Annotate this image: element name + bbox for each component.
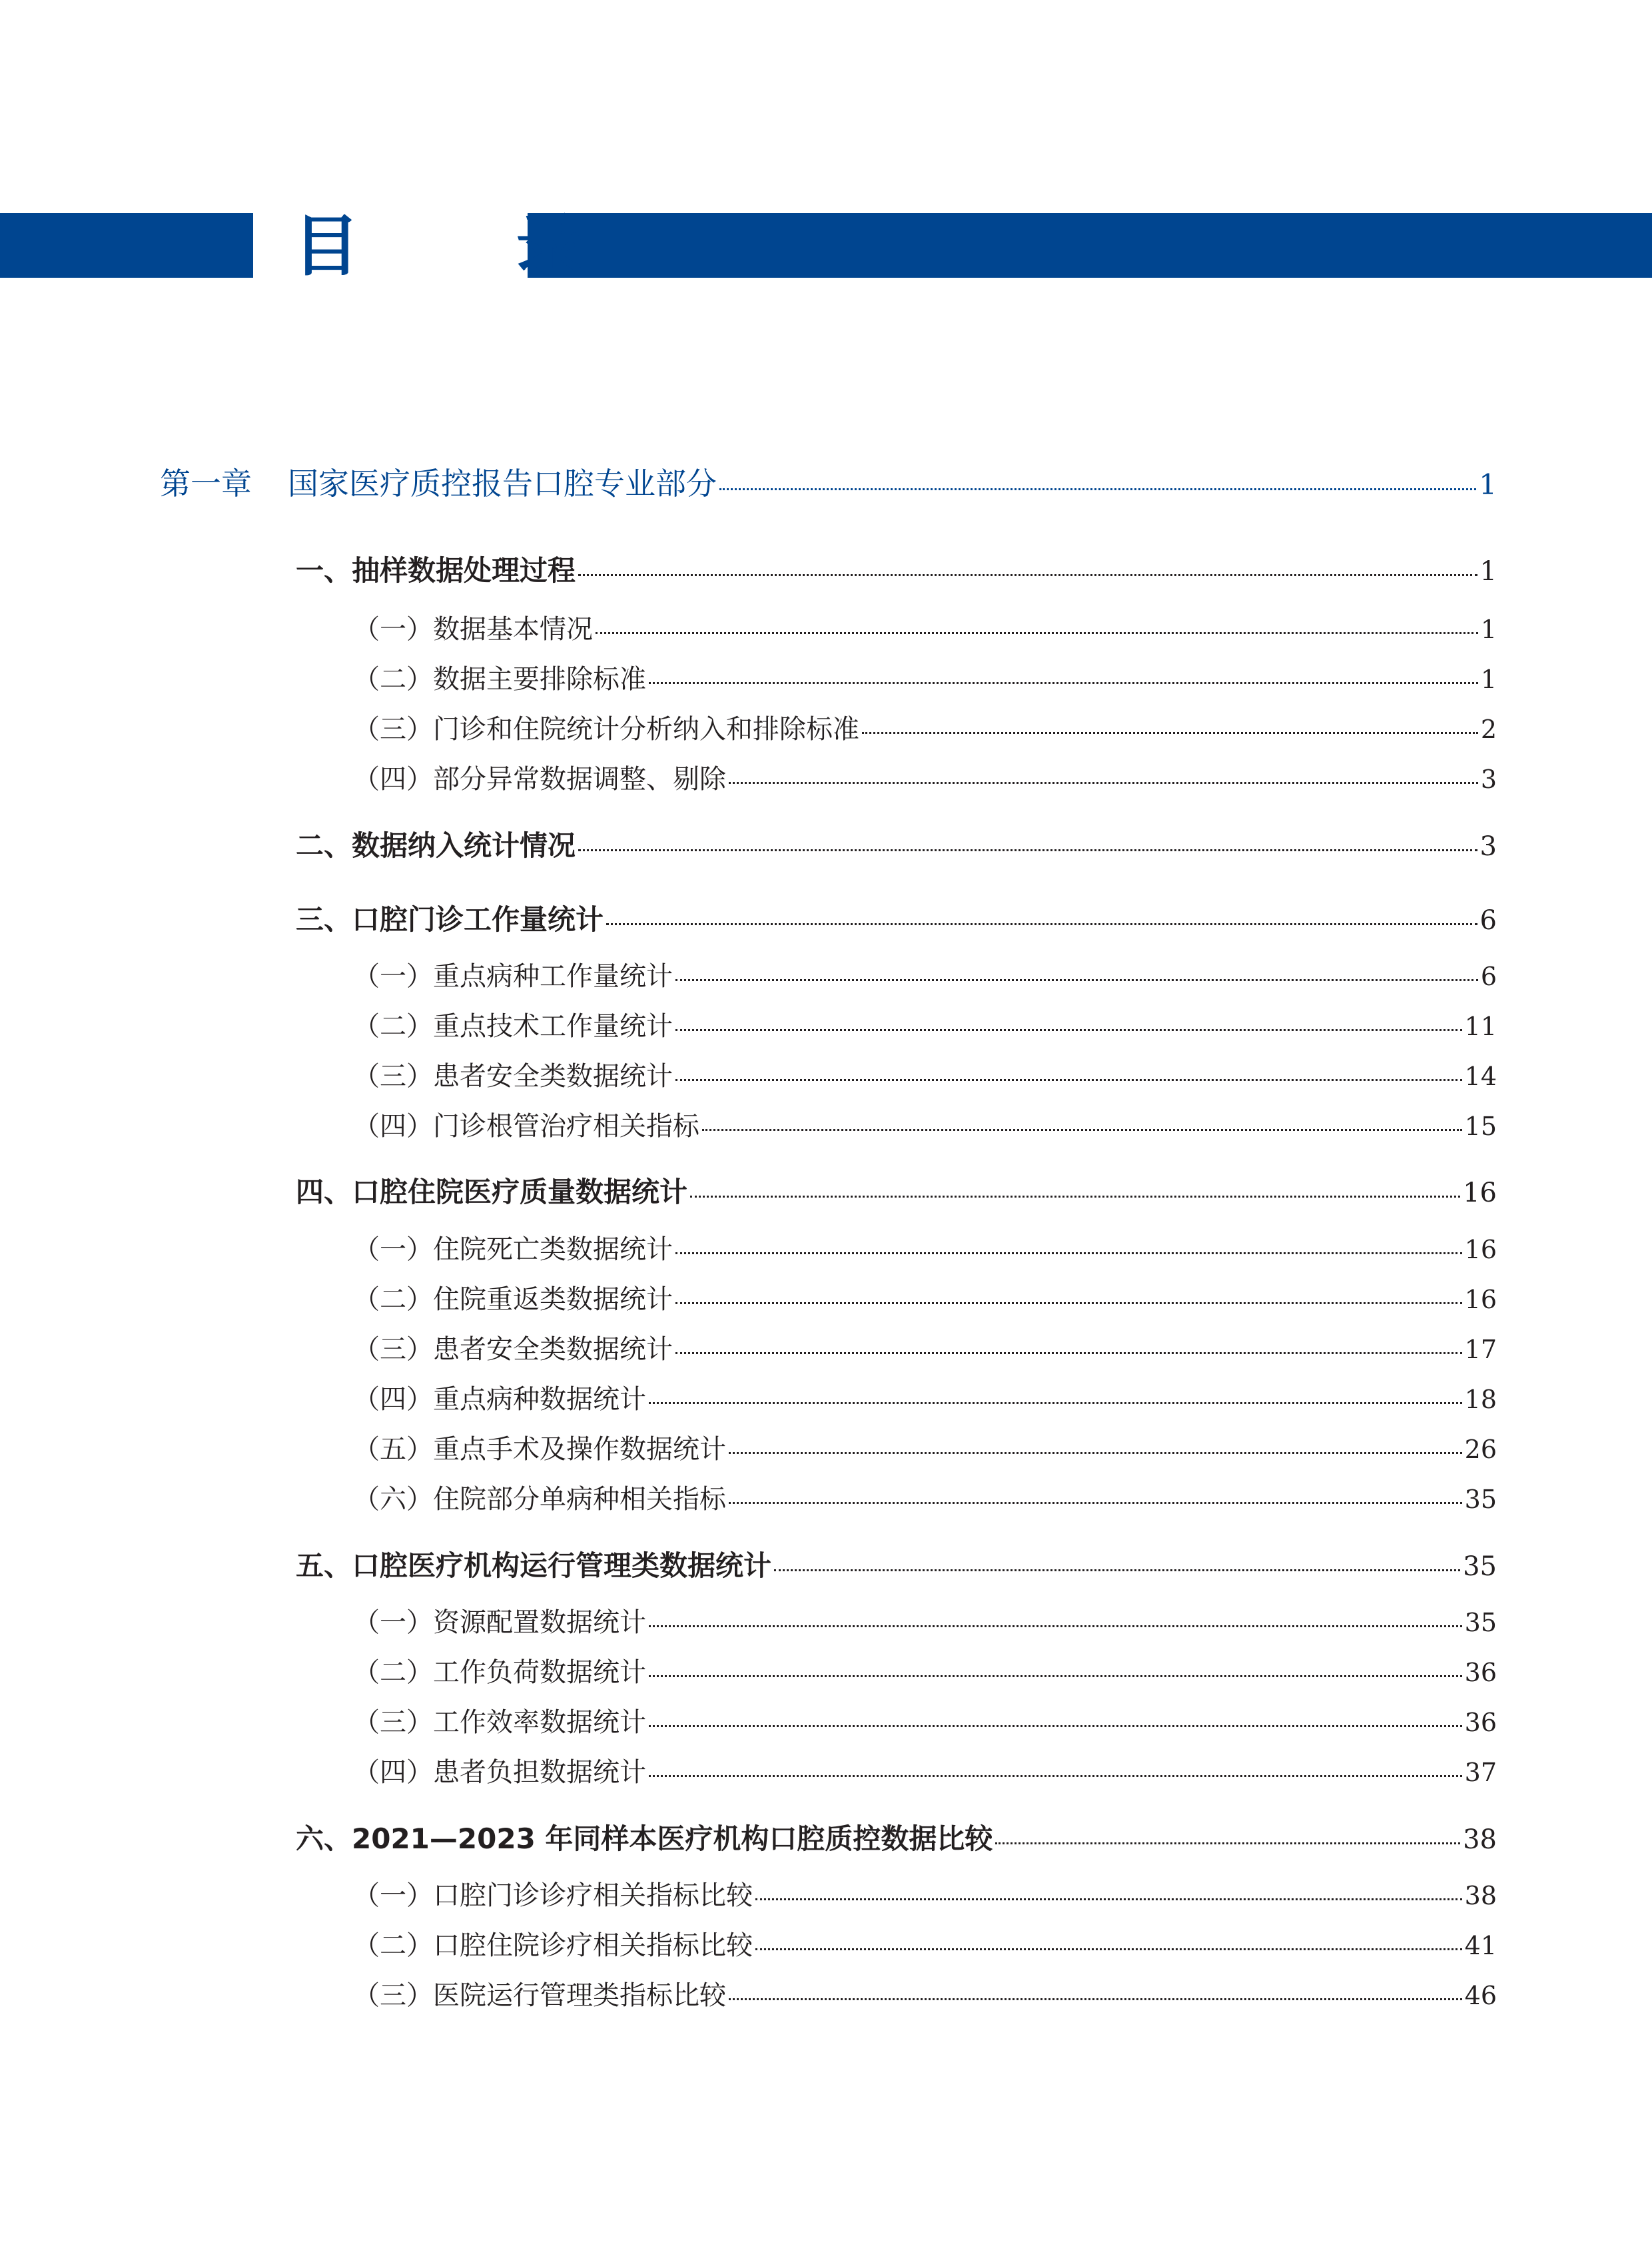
entry-label: （一）重点病种工作量统计 bbox=[353, 961, 673, 992]
toc-subsection-entry[interactable] bbox=[353, 1378, 1497, 1416]
page-number: 37 bbox=[1464, 1758, 1497, 1787]
page-number: 36 bbox=[1464, 1708, 1497, 1737]
dot-leader bbox=[675, 1029, 1462, 1031]
entry-label: 五、口腔医疗机构运行管理类数据统计 bbox=[296, 1549, 772, 1582]
toc-subsection-entry[interactable] bbox=[353, 708, 1497, 746]
dot-leader bbox=[675, 1352, 1462, 1354]
toc-subsection-entry[interactable] bbox=[353, 1055, 1497, 1093]
dot-leader bbox=[649, 1675, 1462, 1677]
entry-label: （四）重点病种数据统计 bbox=[353, 1384, 646, 1415]
page-number: 46 bbox=[1464, 1981, 1497, 2010]
page-number: 16 bbox=[1463, 1178, 1497, 1208]
toc-subsection-entry[interactable] bbox=[353, 758, 1497, 796]
entry-label: （一）住院死亡类数据统计 bbox=[353, 1234, 673, 1265]
page-number: 18 bbox=[1464, 1385, 1497, 1414]
page-number: 6 bbox=[1480, 962, 1497, 991]
toc-subsection-entry[interactable] bbox=[353, 1478, 1497, 1516]
toc-section-entry[interactable] bbox=[296, 1817, 1497, 1857]
entry-label: （一）数据基本情况 bbox=[353, 614, 593, 645]
entry-label: 六、2021—2023 年同样本医疗机构口腔质控数据比较 bbox=[296, 1822, 993, 1855]
dot-leader bbox=[675, 1252, 1462, 1254]
entry-label: （二）口腔住院诊疗相关指标比较 bbox=[353, 1930, 753, 1961]
toc-subsection-entry[interactable] bbox=[353, 1005, 1497, 1043]
entry-label: （四）部分异常数据调整、剔除 bbox=[353, 764, 726, 795]
entry-label: 二、数据纳入统计情况 bbox=[296, 829, 576, 862]
toc-chapter-entry[interactable] bbox=[160, 460, 1497, 504]
toc-subsection-entry[interactable] bbox=[353, 1701, 1497, 1739]
entry-label: （三）患者安全类数据统计 bbox=[353, 1334, 673, 1365]
page-number: 17 bbox=[1464, 1335, 1497, 1364]
dot-leader bbox=[995, 1842, 1460, 1844]
chapter-number: 第一章 bbox=[160, 466, 252, 502]
entry-label: （四）门诊根管治疗相关指标 bbox=[353, 1111, 699, 1142]
page-number: 16 bbox=[1464, 1235, 1497, 1264]
toc-subsection-entry[interactable] bbox=[353, 1974, 1497, 2012]
entry-label: （六）住院部分单病种相关指标 bbox=[353, 1484, 726, 1515]
page-number: 38 bbox=[1463, 1824, 1497, 1855]
entry-label: （五）重点手术及操作数据统计 bbox=[353, 1434, 726, 1465]
page-number: 38 bbox=[1464, 1881, 1497, 1910]
page-number: 16 bbox=[1464, 1285, 1497, 1314]
page-number: 35 bbox=[1464, 1485, 1497, 1514]
dot-leader bbox=[649, 1775, 1462, 1777]
dot-leader bbox=[578, 574, 1477, 576]
dot-leader bbox=[774, 1569, 1460, 1571]
dot-leader bbox=[606, 923, 1477, 925]
toc-subsection-entry[interactable] bbox=[353, 1751, 1497, 1789]
page-number: 1 bbox=[1479, 468, 1497, 501]
toc-section-entry[interactable] bbox=[296, 1544, 1497, 1584]
page-title: 目 录 bbox=[293, 207, 649, 285]
dot-leader bbox=[578, 849, 1477, 851]
page-number: 36 bbox=[1464, 1658, 1497, 1687]
entry-label: （一）资源配置数据统计 bbox=[353, 1607, 646, 1638]
toc-subsection-entry[interactable] bbox=[353, 1874, 1497, 1912]
toc-subsection-entry[interactable] bbox=[353, 1651, 1497, 1689]
page-number: 15 bbox=[1464, 1112, 1497, 1141]
page-number: 2 bbox=[1480, 715, 1497, 744]
entry-label: 一、抽样数据处理过程 bbox=[296, 554, 576, 587]
dot-leader bbox=[719, 488, 1476, 490]
entry-label: （二）住院重返类数据统计 bbox=[353, 1284, 673, 1315]
toc-subsection-entry[interactable] bbox=[353, 608, 1497, 646]
toc-section-entry[interactable] bbox=[296, 898, 1497, 938]
toc-section-entry[interactable] bbox=[296, 549, 1497, 589]
dot-leader bbox=[649, 1625, 1462, 1627]
toc-section-entry[interactable] bbox=[296, 1170, 1497, 1210]
page-number: 3 bbox=[1480, 765, 1497, 794]
page-number: 14 bbox=[1464, 1062, 1497, 1091]
entry-label: （三）工作效率数据统计 bbox=[353, 1707, 646, 1738]
toc-subsection-entry[interactable] bbox=[353, 1428, 1497, 1466]
dot-leader bbox=[729, 1452, 1462, 1454]
page-number: 35 bbox=[1464, 1608, 1497, 1637]
entry-label: （三）患者安全类数据统计 bbox=[353, 1061, 673, 1092]
entry-label: 四、口腔住院医疗质量数据统计 bbox=[296, 1176, 688, 1208]
dot-leader bbox=[755, 1898, 1462, 1900]
page-number: 26 bbox=[1464, 1435, 1497, 1464]
chapter-title: 国家医疗质控报告口腔专业部分 bbox=[288, 466, 717, 502]
entry-label: （二）工作负荷数据统计 bbox=[353, 1657, 646, 1688]
dot-leader bbox=[755, 1948, 1462, 1950]
dot-leader bbox=[729, 782, 1478, 784]
entry-label: （三）门诊和住院统计分析纳入和排除标准 bbox=[353, 714, 859, 745]
entry-label: （一）口腔门诊诊疗相关指标比较 bbox=[353, 1880, 753, 1911]
page-number: 3 bbox=[1479, 831, 1497, 862]
page-number: 35 bbox=[1463, 1551, 1497, 1582]
dot-leader bbox=[596, 632, 1478, 634]
entry-label: 三、口腔门诊工作量统计 bbox=[296, 903, 604, 936]
toc-subsection-entry[interactable] bbox=[353, 658, 1497, 696]
page-number: 1 bbox=[1480, 615, 1497, 644]
page-number: 1 bbox=[1480, 665, 1497, 694]
dot-leader bbox=[675, 1302, 1462, 1304]
dot-leader bbox=[649, 1725, 1462, 1727]
dot-leader bbox=[649, 682, 1478, 684]
toc-subsection-entry[interactable] bbox=[353, 1924, 1497, 1962]
dot-leader bbox=[702, 1129, 1462, 1131]
toc-subsection-entry[interactable] bbox=[353, 1278, 1497, 1316]
dot-leader bbox=[649, 1402, 1462, 1404]
page-number: 6 bbox=[1479, 905, 1497, 936]
entry-label: （三）医院运行管理类指标比较 bbox=[353, 1980, 726, 2011]
entry-label: （四）患者负担数据统计 bbox=[353, 1757, 646, 1788]
toc-subsection-entry[interactable] bbox=[353, 1105, 1497, 1143]
toc-subsection-entry[interactable] bbox=[353, 1601, 1497, 1639]
entry-label: （二）数据主要排除标准 bbox=[353, 664, 646, 695]
toc-subsection-entry[interactable] bbox=[353, 1228, 1497, 1266]
page-number: 1 bbox=[1479, 556, 1497, 587]
dot-leader bbox=[729, 1998, 1462, 2000]
toc-section-entry[interactable] bbox=[296, 824, 1497, 864]
page-number: 41 bbox=[1464, 1931, 1497, 1960]
toc-subsection-entry[interactable] bbox=[353, 1328, 1497, 1366]
dot-leader bbox=[675, 979, 1478, 981]
dot-leader bbox=[729, 1502, 1462, 1504]
page-number: 11 bbox=[1464, 1012, 1497, 1041]
dot-leader bbox=[690, 1196, 1460, 1198]
toc-subsection-entry[interactable] bbox=[353, 955, 1497, 993]
dot-leader bbox=[862, 732, 1478, 734]
entry-label: （二）重点技术工作量统计 bbox=[353, 1011, 673, 1042]
dot-leader bbox=[675, 1079, 1462, 1081]
